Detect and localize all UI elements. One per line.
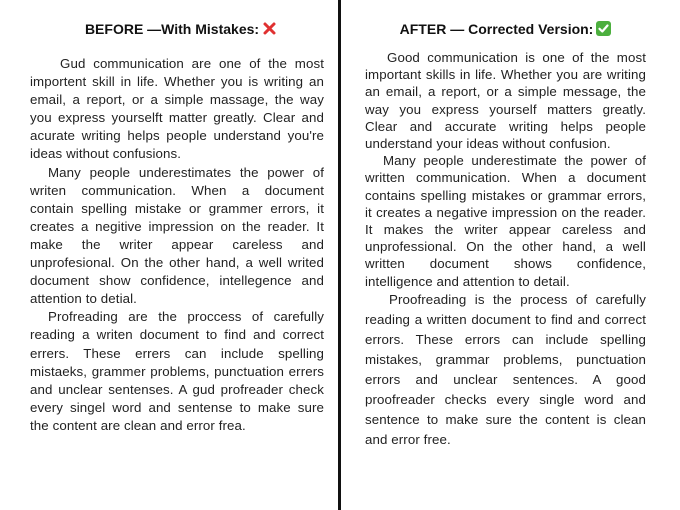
green-check-icon (596, 21, 611, 36)
red-cross-icon (262, 21, 277, 36)
after-paragraph-3: Proofreading is the process of carefully reading a written document to find and correct errors. These errors can include spelling mistakes, grammar problems, punctuation errors and unclear sentences. A good proofreader checks every single word and sentence to make sure the content is clean and error free. (365, 291, 646, 447)
before-paragraph-2: Many people underestimates the power of writen communication. When a document contain spelling mistake or grammer errors, it creates a negitive impression on the reader. It make the writer appear careless and unprofesional. On the other hand, a well writed document show confidence, intellegence and attention to detial. (30, 164, 324, 307)
before-paragraph-1: Gud communication are one of the most importent skill in life. Whether you is writing an email, a report, or a simple massage, the way you express yourselft matter greatly. Clear and acurate writing helps people understand you're ideas without confusions. (30, 56, 324, 162)
before-text (30, 55, 324, 435)
before-paragraph-3: Profreading are the proccess of carefully reading a writen document to find and correct errers. These errers can include spelling mistaeks, grammer problems, punctuation errers and unclear sentenses. A gud profreader check every singel word and sentense to make sure the content are clean and error frea. (30, 309, 324, 433)
column-divider (338, 0, 341, 510)
after-paragraph-2: Many people underestimate the power of written communication. When a document contains spelling mistakes or grammar errors, it creates a negative impression on the reader. It makes the writer appear careless and unprofessional. On the other hand, a well written document shows confidence, intelligence and attention to detail. (365, 153, 646, 289)
after-text (365, 49, 646, 450)
after-title: AFTER — Corrected Version: (399, 21, 594, 37)
before-heading (34, 20, 328, 38)
after-heading (365, 20, 646, 38)
before-title: BEFORE —With Mistakes: (84, 21, 260, 37)
after-paragraph-1: Good communication is one of the most important skills in life. Whether you are writing an email, a report, or a simple message, the way you express yourself matters greatly. Clear and accurate writing helps people understand your ideas without confusion. (365, 50, 646, 152)
